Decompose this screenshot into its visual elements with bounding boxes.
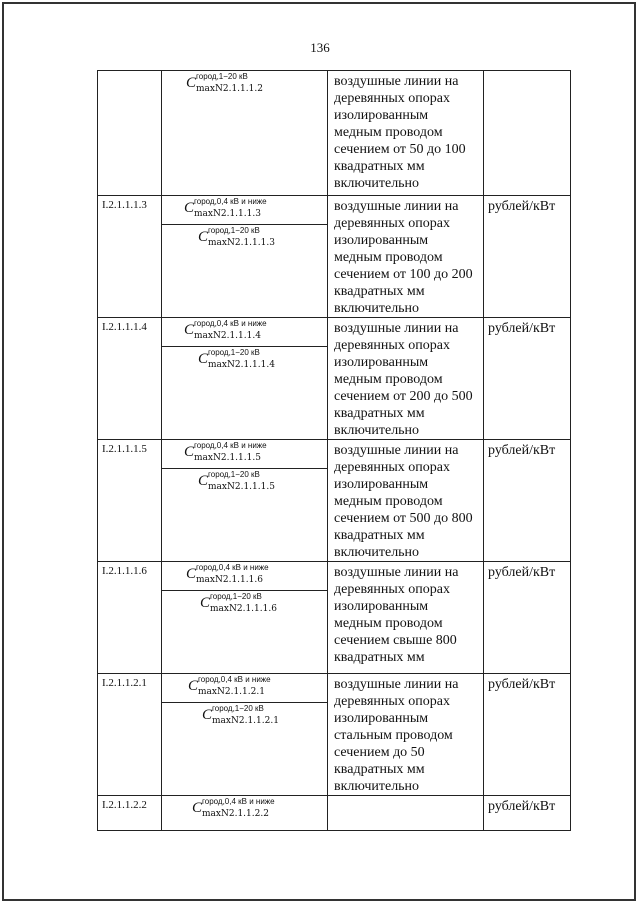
formula <box>162 469 327 493</box>
formula-superscript: город,1−20 кВ <box>212 704 264 713</box>
formula <box>162 318 327 342</box>
formula-superscript: город,0,4 кВ и ниже <box>198 675 271 684</box>
row-unit: рублей/кВт <box>484 796 571 831</box>
formula-subscript: maxN2.1.1.2.2 <box>202 809 269 819</box>
formula-subscript: maxN2.1.1.2.1 <box>198 687 265 697</box>
row-unit: рублей/кВт <box>484 318 571 440</box>
row-description: воздушные линии на деревянных опорах изолированным медным проводом сечением свыше 800 квадратных мм <box>328 562 484 674</box>
row-unit: рублей/кВт <box>484 440 571 562</box>
formula-cell <box>162 796 328 831</box>
row-unit: рублей/кВт <box>484 674 571 796</box>
formula-symbol: C <box>188 678 199 694</box>
row-unit: рублей/кВт <box>484 562 571 674</box>
formula-superscript: город,1−20 кВ <box>196 72 248 81</box>
formula-cell <box>162 674 328 796</box>
page-number: 136 <box>310 40 330 55</box>
formula-subscript: maxN2.1.1.1.2 <box>196 84 263 94</box>
row-description: воздушные линии на деревянных опорах изолированным медным проводом сечением от 200 до 500 квадратных мм включительно <box>328 318 484 440</box>
formula <box>162 71 327 95</box>
formula-superscript: город,1−20 кВ <box>208 348 260 357</box>
formula-superscript: город,0,4 кВ и ниже <box>194 319 267 328</box>
formula-symbol: C <box>184 444 195 460</box>
table-row <box>98 71 571 196</box>
formula-cell <box>162 440 328 562</box>
formula-subscript: maxN2.1.1.1.5 <box>208 482 275 492</box>
row-description <box>328 796 484 831</box>
formula-cell <box>162 562 328 674</box>
formula-cell <box>162 318 328 440</box>
table-row <box>98 674 571 796</box>
formula <box>162 440 327 464</box>
row-unit: рублей/кВт <box>484 196 571 318</box>
formula-superscript: город,0,4 кВ и ниже <box>202 797 275 806</box>
formula-symbol: C <box>198 473 209 489</box>
row-description: воздушные линии на деревянных опорах изолированным медным проводом сечением от 100 до 200 квадратных мм включительно <box>328 196 484 318</box>
formula-subscript: maxN2.1.1.1.4 <box>208 360 275 370</box>
formula <box>162 196 327 220</box>
row-code: I.2.1.1.1.6 <box>98 562 162 674</box>
formula-cell <box>162 196 328 318</box>
formula <box>162 591 327 615</box>
formula-superscript: город,0,4 кВ и ниже <box>194 441 267 450</box>
formula-symbol: C <box>198 229 209 245</box>
formula <box>162 562 327 586</box>
formula-symbol: C <box>186 566 197 582</box>
row-code: I.2.1.1.1.5 <box>98 440 162 562</box>
formula-superscript: город,1−20 кВ <box>210 592 262 601</box>
formula-symbol: C <box>200 595 211 611</box>
row-code: I.2.1.1.2.2 <box>98 796 162 831</box>
formula-symbol: C <box>202 707 213 723</box>
formula-subscript: maxN2.1.1.1.6 <box>196 575 263 585</box>
formula <box>162 225 327 249</box>
formula-symbol: C <box>198 351 209 367</box>
formula-symbol: C <box>192 800 203 816</box>
row-description: воздушные линии на деревянных опорах изолированным медным проводом сечением от 500 до 800 квадратных мм включительно <box>328 440 484 562</box>
formula <box>162 347 327 371</box>
table-row <box>98 796 571 831</box>
formula-superscript: город,0,4 кВ и ниже <box>194 197 267 206</box>
formula-superscript: город,1−20 кВ <box>208 470 260 479</box>
row-code <box>98 71 162 196</box>
table-row <box>98 562 571 674</box>
table-row <box>98 196 571 318</box>
row-code: I.2.1.1.1.4 <box>98 318 162 440</box>
formula-subscript: maxN2.1.1.1.5 <box>194 453 261 463</box>
formula-symbol: C <box>184 200 195 216</box>
formula-superscript: город,0,4 кВ и ниже <box>196 563 269 572</box>
row-description: воздушные линии на деревянных опорах изолированным медным проводом сечением от 50 до 100 квадратных мм включительно <box>328 71 484 196</box>
table-row <box>98 440 571 562</box>
tariff-table <box>97 70 571 831</box>
formula-symbol: C <box>184 322 195 338</box>
formula-subscript: maxN2.1.1.1.4 <box>194 331 261 341</box>
formula <box>162 674 327 698</box>
table-row <box>98 318 571 440</box>
formula-superscript: город,1−20 кВ <box>208 226 260 235</box>
formula <box>162 796 327 820</box>
row-description: воздушные линии на деревянных опорах изолированным стальным проводом сечением до 50 квадратных мм включительно <box>328 674 484 796</box>
formula-symbol: C <box>186 75 197 91</box>
formula-subscript: maxN2.1.1.1.3 <box>208 238 275 248</box>
row-code: I.2.1.1.1.3 <box>98 196 162 318</box>
formula <box>162 703 327 727</box>
formula-subscript: maxN2.1.1.1.6 <box>210 604 277 614</box>
formula-subscript: maxN2.1.1.2.1 <box>212 716 279 726</box>
row-code: I.2.1.1.2.1 <box>98 674 162 796</box>
formula-cell <box>162 71 328 196</box>
formula-subscript: maxN2.1.1.1.3 <box>194 209 261 219</box>
row-unit <box>484 71 571 196</box>
